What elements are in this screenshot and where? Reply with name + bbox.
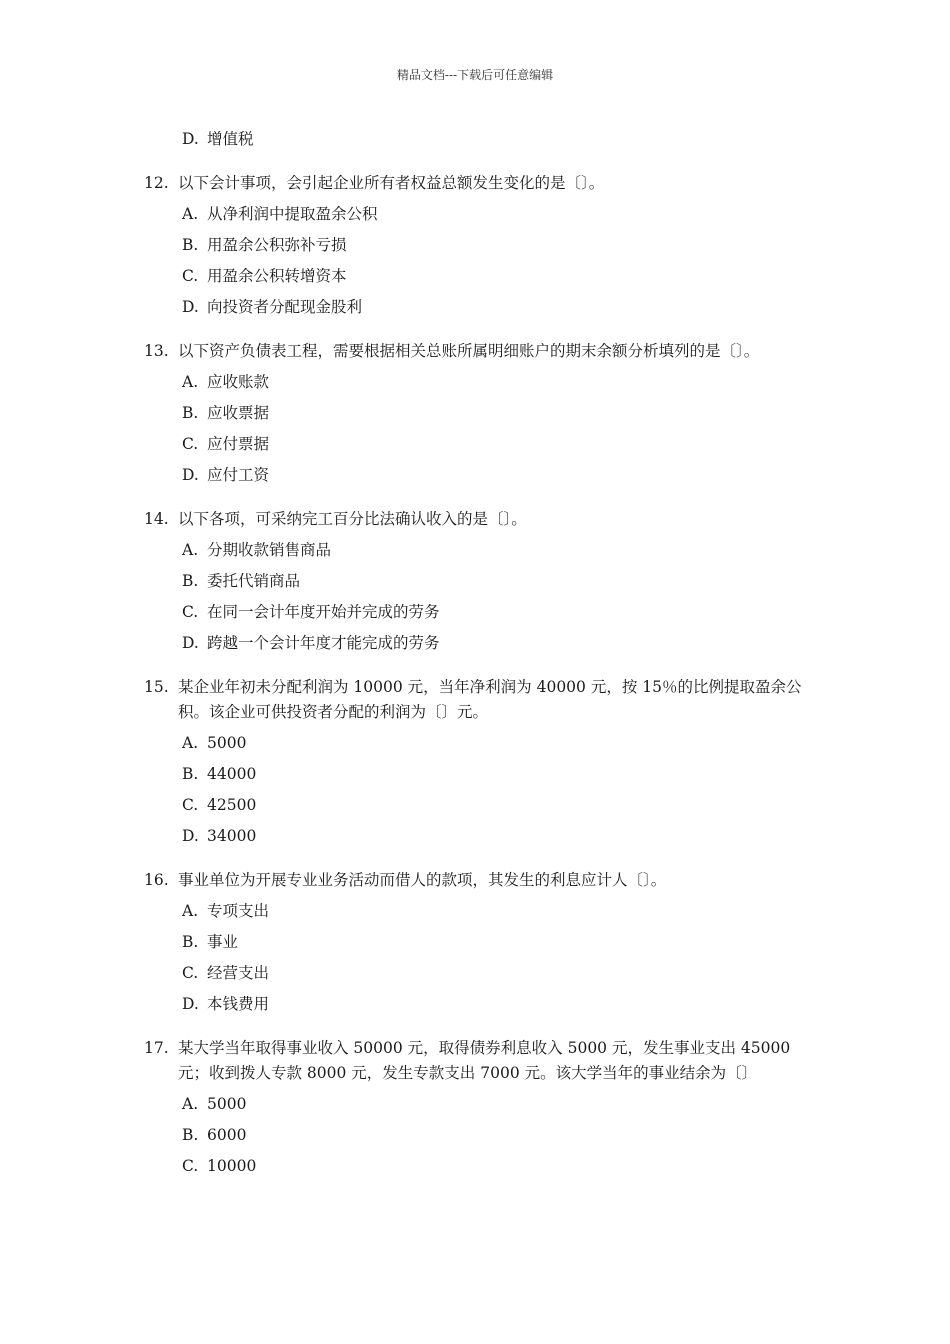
- question-15: [0, 675, 950, 852]
- option-letter: A.: [182, 541, 199, 559]
- option-c: [0, 429, 950, 460]
- option-a: [0, 1089, 950, 1120]
- question-list: [0, 171, 950, 1182]
- option-letter: A.: [182, 373, 199, 391]
- option-text: 专项支出: [207, 902, 270, 920]
- question-stem: [0, 868, 808, 893]
- option-a: [0, 535, 950, 566]
- option-d: [0, 628, 950, 659]
- question-16: [0, 868, 950, 1020]
- option-a: [0, 896, 950, 927]
- question-12: [0, 171, 950, 323]
- option-b: [0, 1120, 950, 1151]
- option-letter: B.: [182, 933, 199, 951]
- option-a: [0, 728, 950, 759]
- option-letter: C.: [182, 603, 199, 621]
- question-stem: [0, 339, 808, 364]
- option-letter: D.: [182, 827, 199, 845]
- question-number: 15.: [144, 678, 169, 696]
- option-d-continued: [0, 124, 950, 155]
- option-text: 5000: [207, 1095, 247, 1113]
- option-text: 从净利润中提取盈余公积: [207, 205, 378, 223]
- question-stem: [0, 507, 808, 532]
- option-a: [0, 367, 950, 398]
- question-stem: [0, 675, 808, 725]
- option-b: [0, 759, 950, 790]
- question-number: 16.: [144, 871, 169, 889]
- option-letter: C.: [182, 964, 199, 982]
- option-text: 分期收款销售商品: [207, 541, 332, 559]
- option-text: 本钱费用: [207, 995, 270, 1013]
- question-text: 某企业年初未分配利润为 10000 元，当年净利润为 40000 元，按 15％的比例提取盈余公积。该企业可供投资者分配的利润为〔〕元。: [178, 678, 802, 721]
- question-17: [0, 1036, 950, 1182]
- option-text: 应付票据: [207, 435, 270, 453]
- question-number: 17.: [144, 1039, 169, 1057]
- option-c: [0, 261, 950, 292]
- question-text: 事业单位为开展专业业务活动而借人的款项，其发生的利息应计人〔〕。: [178, 871, 667, 889]
- option-a: [0, 199, 950, 230]
- option-letter: C.: [182, 435, 199, 453]
- question-13: [0, 339, 950, 491]
- question-14: [0, 507, 950, 659]
- option-letter: D.: [182, 995, 199, 1013]
- option-b: [0, 566, 950, 597]
- option-letter: B.: [182, 404, 199, 422]
- option-letter: B.: [182, 572, 199, 590]
- option-letter: A.: [182, 205, 199, 223]
- option-letter: C.: [182, 267, 199, 285]
- option-letter: B.: [182, 765, 199, 783]
- question-number: 13.: [144, 342, 169, 360]
- option-text: 5000: [207, 734, 247, 752]
- option-text: 委托代销商品: [207, 572, 301, 590]
- option-d: [0, 989, 950, 1020]
- option-letter: A.: [182, 1095, 199, 1113]
- question-stem: [0, 171, 808, 196]
- option-d: [0, 460, 950, 491]
- option-text: 在同一会计年度开始并完成的劳务: [207, 603, 440, 621]
- question-text: 以下会计事项，会引起企业所有者权益总额发生变化的是〔〕。: [178, 174, 605, 192]
- option-text: 经营支出: [207, 964, 270, 982]
- option-letter: D.: [182, 634, 199, 652]
- option-text: 应收票据: [207, 404, 270, 422]
- option-letter: D.: [182, 466, 199, 484]
- option-letter: A.: [182, 734, 199, 752]
- option-text: 用盈余公积弥补亏损: [207, 236, 347, 254]
- option-c: [0, 597, 950, 628]
- option-text: 6000: [207, 1126, 247, 1144]
- option-c: [0, 1151, 950, 1182]
- option-b: [0, 927, 950, 958]
- document-body: [0, 124, 950, 1198]
- option-text: 增值税: [207, 130, 254, 148]
- option-letter: C.: [182, 796, 199, 814]
- option-text: 42500: [207, 796, 257, 814]
- option-text: 10000: [207, 1157, 257, 1175]
- option-text: 事业: [207, 933, 239, 951]
- question-text: 某大学当年取得事业收入 50000 元，取得债券利息收入 5000 元，发生事业支出 45000 元；收到拨人专款 8000 元，发生专款支出 7000 元。该大学当年的事业结余为〔〕: [178, 1039, 791, 1082]
- option-text: 向投资者分配现金股利: [207, 298, 363, 316]
- option-text: 34000: [207, 827, 257, 845]
- question-number: 14.: [144, 510, 169, 528]
- option-c: [0, 790, 950, 821]
- option-c: [0, 958, 950, 989]
- option-letter: B.: [182, 1126, 199, 1144]
- option-letter: B.: [182, 236, 199, 254]
- option-d: [0, 292, 950, 323]
- option-letter: D.: [182, 298, 199, 316]
- option-b: [0, 230, 950, 261]
- option-text: 应付工资: [207, 466, 270, 484]
- option-text: 44000: [207, 765, 257, 783]
- option-letter: D.: [182, 130, 199, 148]
- question-number: 12.: [144, 174, 169, 192]
- option-d: [0, 821, 950, 852]
- option-letter: C.: [182, 1157, 199, 1175]
- question-text: 以下各项，可采纳完工百分比法确认收入的是〔〕。: [178, 510, 527, 528]
- question-stem: [0, 1036, 808, 1086]
- question-text: 以下资产负债表工程，需要根据相关总账所属明细账户的期末余额分析填列的是〔〕。: [178, 342, 760, 360]
- option-text: 应收账款: [207, 373, 270, 391]
- page-header: 精品文档---下载后可任意编辑: [396, 68, 554, 82]
- option-text: 跨越一个会计年度才能完成的劳务: [207, 634, 440, 652]
- option-b: [0, 398, 950, 429]
- option-text: 用盈余公积转增资本: [207, 267, 347, 285]
- option-letter: A.: [182, 902, 199, 920]
